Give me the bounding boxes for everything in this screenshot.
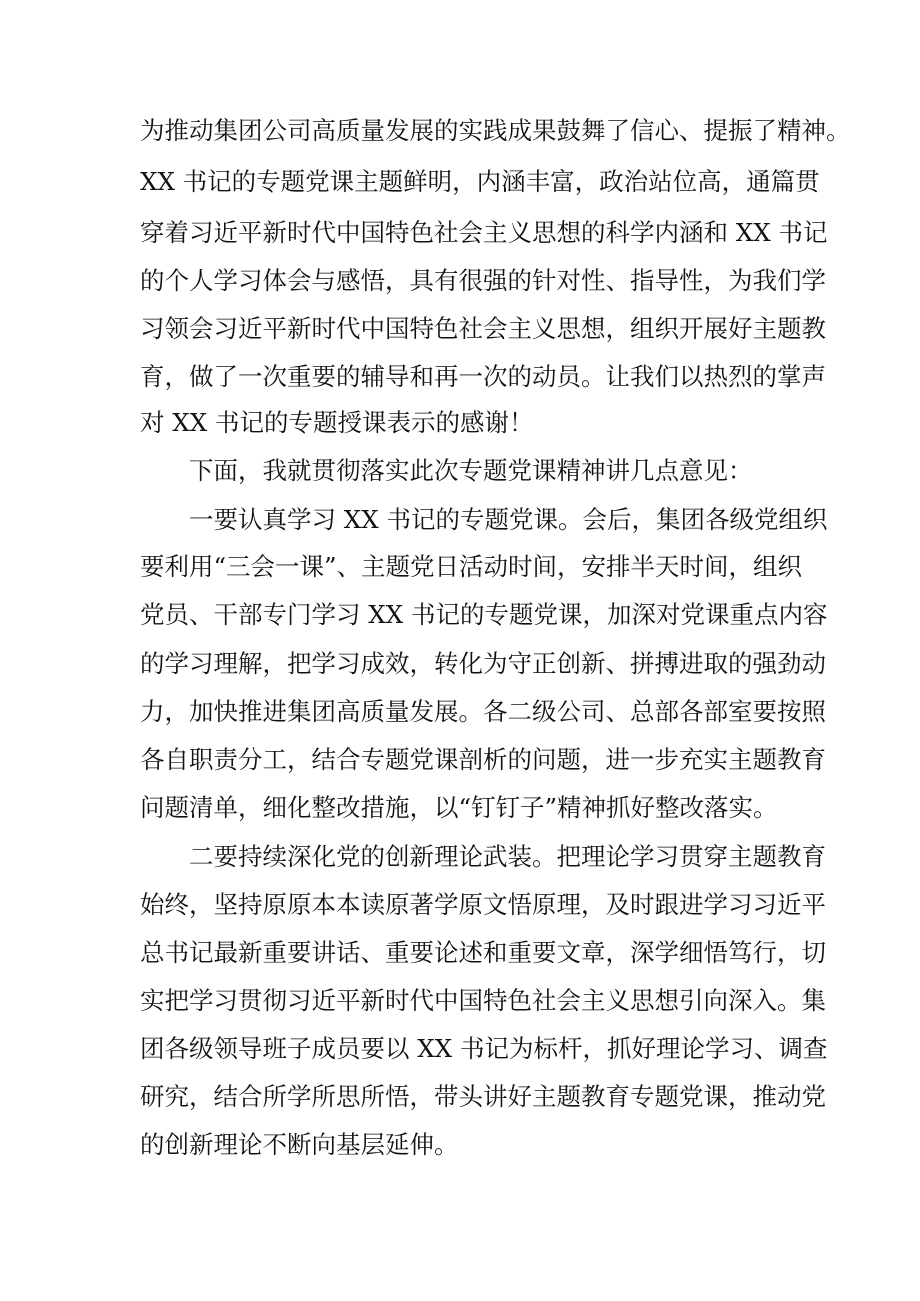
text-line: 要利用“三会一课”、主题党日活动时间，安排半天时间，组织	[140, 552, 803, 581]
text-line: 团各级领导班子成员要以 XX 书记为标杆，抓好理论学习、调查	[140, 1034, 828, 1063]
text-line: 党员、干部专门学习 XX 书记的专题党课，加深对党课重点内容	[140, 600, 828, 629]
text-line: 习领会习近平新时代中国特色社会主义思想，组织开展好主题教	[140, 314, 826, 343]
section-one-heading-line: 一要认真学习 XX 书记的专题党课。会后，集团各级党组织	[189, 505, 828, 534]
text-line: 研究，结合所学所思所悟，带头讲好主题教育专题党课，推动党	[140, 1082, 826, 1111]
text-line: 始终，坚持原原本本读原著学原文悟原理，及时跟进学习习近平	[140, 890, 826, 919]
text-line: 为推动集团公司高质量发展的实践成果鼓舞了信心、提振了精神。	[140, 116, 851, 145]
section-two-heading-line: 二要持续深化党的创新理论武装。把理论学习贯穿主题教育	[189, 842, 826, 871]
text-line: 总书记最新重要讲话、重要论述和重要文章，深学细悟笃行，切	[140, 938, 826, 967]
text-line: 对 XX 书记的专题授课表示的感谢！	[140, 408, 534, 437]
text-line: 问题清单，细化整改措施，以“钉钉子”精神抓好整改落实。	[140, 793, 778, 822]
text-line: 的学习理解，把学习成效，转化为守正创新、拼搏进取的强劲动	[140, 649, 826, 678]
text-line: 育，做了一次重要的辅导和再一次的动员。让我们以热烈的掌声	[140, 362, 826, 391]
text-line: XX 书记的专题党课主题鲜明，内涵丰富，政治站位高，通篇贯	[140, 167, 820, 196]
text-line: 各自职责分工，结合专题党课剖析的问题，进一步充实主题教育	[140, 745, 826, 774]
text-line: 力，加快推进集团高质量发展。各二级公司、总部各部室要按照	[140, 697, 826, 726]
text-line: 的个人学习体会与感悟，具有很强的针对性、指导性，为我们学	[140, 266, 826, 295]
text-line: 穿着习近平新时代中国特色社会主义思想的科学内涵和 XX 书记	[140, 218, 828, 247]
paragraph-intro-line: 下面，我就贯彻落实此次专题党课精神讲几点意见：	[189, 456, 753, 485]
text-line: 的创新理论不断向基层延伸。	[140, 1130, 459, 1159]
text-line: 实把学习贯彻习近平新时代中国特色社会主义思想引向深入。集	[140, 986, 826, 1015]
